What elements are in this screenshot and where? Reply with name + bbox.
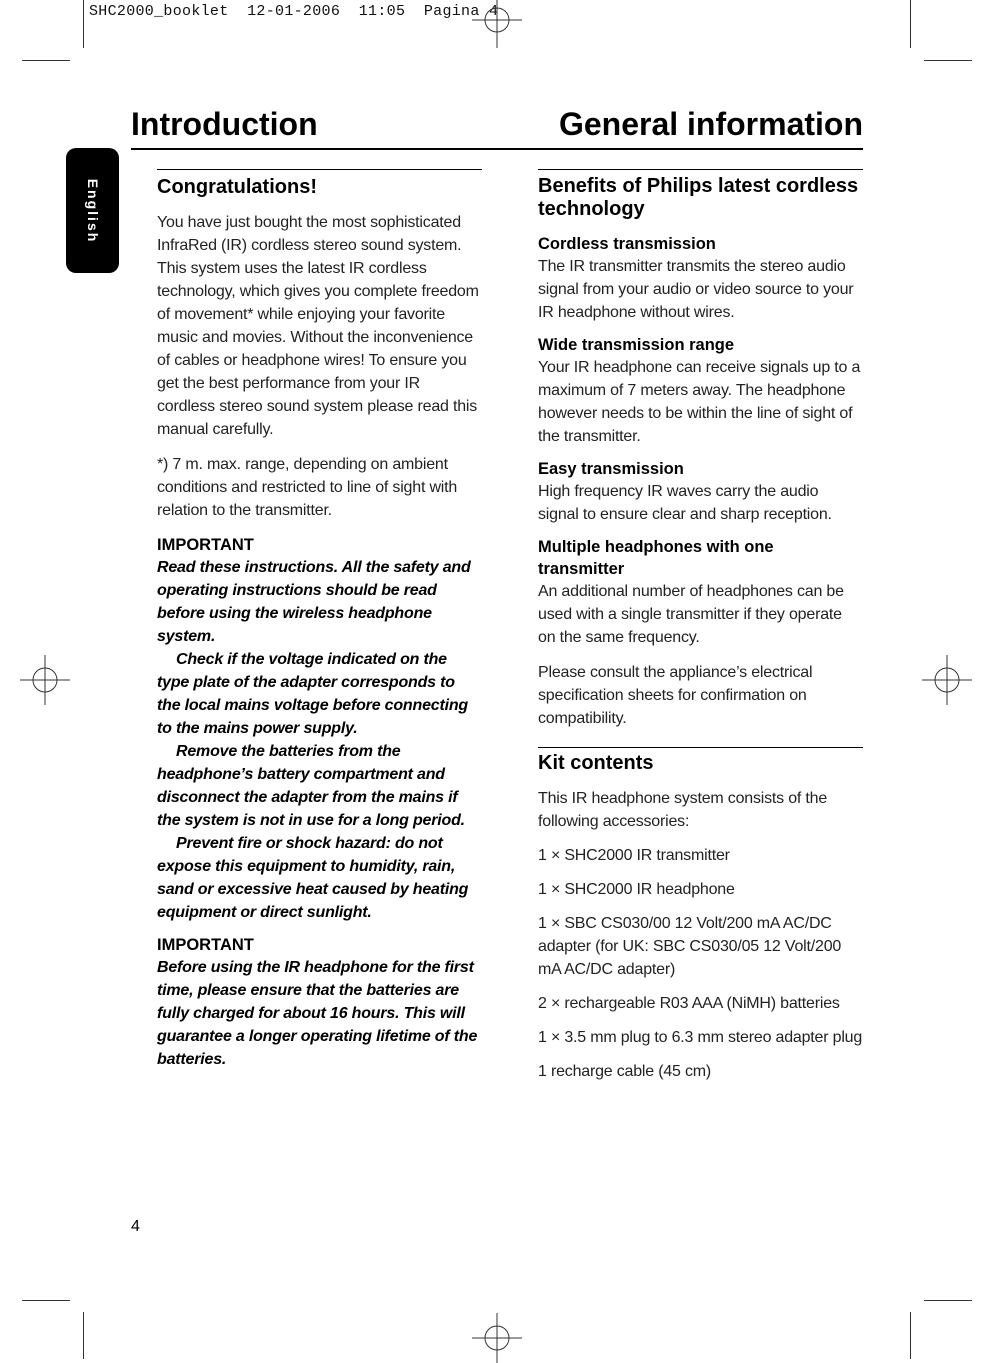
kit-item: 2 × rechargeable R03 AAA (NiMH) batteries [538,995,840,1012]
benefit-item [538,536,863,649]
kit-item: 1 × 3.5 mm plug to 6.3 mm stereo adapter plug [538,1029,863,1046]
kit-item: 1 × SHC2000 IR transmitter [538,847,730,864]
title-rule [131,148,863,150]
language-tab [66,148,119,273]
page-title-introduction: Introduction [131,106,318,142]
language-tab-label: English [84,178,101,243]
print-slug: SHC2000_booklet 12-01-2006 11:05 Pagina 4 [89,3,499,20]
benefit-item [538,233,863,324]
important-heading: IMPORTANT [157,536,254,554]
crop-mark [910,1312,911,1359]
benefit-item [538,334,863,448]
important-item: Remove the batteries from the headphone’s battery compartment and disconnect the adapter from the mains if the system is not in use for a long period. [157,743,465,829]
benefit-text: An additional number of headphones can be used with a single transmitter if they operate on the same frequency. [538,583,844,646]
page-title-general-information: General information [558,106,863,142]
registration-mark-icon [922,655,972,705]
benefit-text: The IR transmitter transmits the stereo audio signal from your audio or video source to your IR headphone without wires. [538,258,854,321]
important-item: Read these instructions. All the safety and operating instructions should be read before using the wireless headphone system. [157,559,471,645]
right-column [538,169,863,1083]
benefit-title: Multiple headphones with one transmitter [538,538,774,578]
crop-mark [924,1300,972,1301]
benefits-heading: Benefits of Philips latest cordless technology [538,175,859,220]
kit-item: 1 × SBC CS030/00 12 Volt/200 mA AC/DC adapter (for UK: SBC CS030/05 12 Volt/200 mA AC/DC adapter) [538,915,842,978]
kit-contents-heading: Kit contents [538,752,654,774]
kit-item: 1 × SHC2000 IR headphone [538,881,735,898]
range-footnote: *) 7 m. max. range, depending on ambient conditions and restricted to line of sight with relation to the transmitter. [157,456,458,519]
page-number: 4 [131,1218,140,1235]
registration-mark-icon [20,655,70,705]
crop-mark [22,60,70,61]
important-item: Prevent fire or shock hazard: do not expose this equipment to humidity, rain, sand or excessive heat caused by heating equipment or direct sunlight. [157,835,469,921]
important-charging-note: Before using the IR headphone for the first time, please ensure that the batteries are fully charged for about 16 hours. This will guarantee a longer operating lifetime of the batteries. [157,959,478,1068]
benefit-text: High frequency IR waves carry the audio signal to ensure clear and sharp reception. [538,483,832,523]
section-rule [538,169,863,170]
registration-mark-icon [472,0,522,50]
crop-mark [22,1300,70,1301]
benefit-item [538,458,863,526]
crop-mark [910,0,911,48]
benefit-title: Wide transmission range [538,336,735,354]
congratulations-heading: Congratulations! [157,176,317,198]
section-rule [157,169,482,170]
benefit-title: Easy transmission [538,460,684,478]
intro-paragraph: You have just bought the most sophisticated InfraRed (IR) cordless stereo sound system. This system uses the latest IR cordless technology, which gives you complete freedom of movement* while enjoying your favorite music and movies. Without the inconvenience of cables or headphone wires! To ensure you get the best performance from your IR cordless stereo sound system please read this manual carefully. [157,214,479,438]
crop-mark [83,0,84,48]
important-instructions [157,556,482,924]
section-rule [538,747,863,748]
crop-mark [83,1312,84,1359]
important-heading: IMPORTANT [157,936,254,954]
kit-item: 1 recharge cable (45 cm) [538,1063,712,1080]
consult-paragraph: Please consult the appliance’s electrical specification sheets for confirmation on compatibility. [538,664,813,727]
benefit-text: Your IR headphone can receive signals up to a maximum of 7 meters away. The headphone however needs to be within the line of sight of the transmitter. [538,359,861,445]
benefit-title: Cordless transmission [538,235,716,253]
important-item: Check if the voltage indicated on the type plate of the adapter corresponds to the local mains voltage before connecting to the mains power supply. [157,651,468,737]
kit-intro: This IR headphone system consists of the following accessories: [538,790,828,830]
registration-mark-icon [472,1313,522,1363]
crop-mark [924,60,972,61]
left-column [157,169,482,1071]
